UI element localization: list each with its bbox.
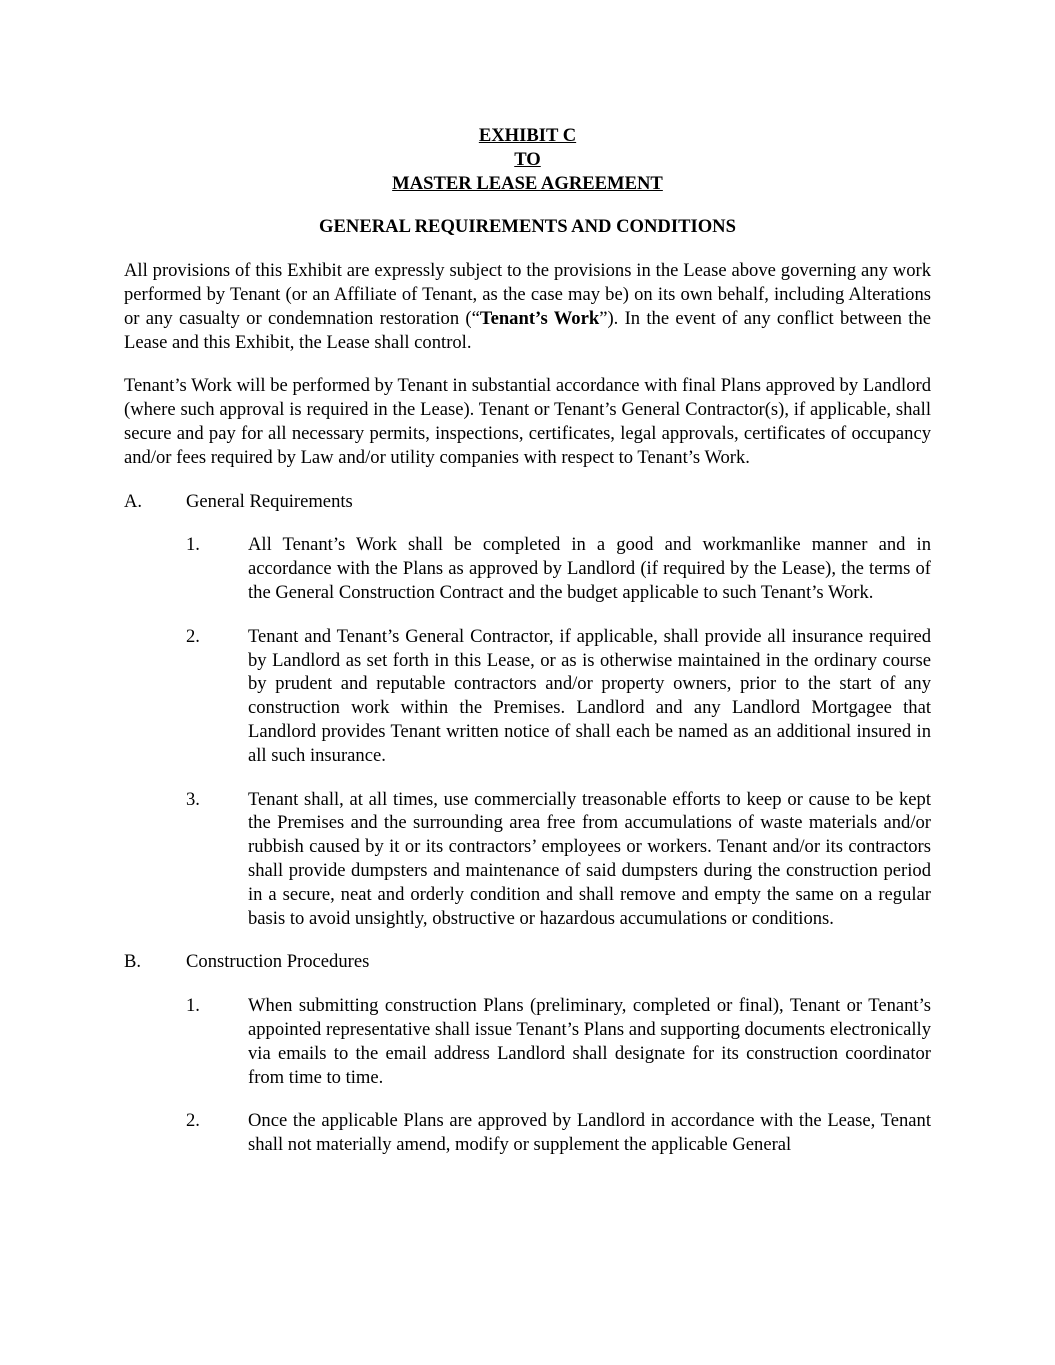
item-marker: 3.	[186, 788, 200, 810]
list-item	[124, 533, 931, 604]
intro-p1-text-start: All provisions of this Exhibit are expressly subject to the provisions in the Lease above governing any work performed by Tenant (or an Affiliate of Tenant, as the case may be) on its own behalf, including Alterations or any casualty or condemnation restoration (“	[124, 260, 931, 329]
intro-paragraph-1	[124, 259, 931, 354]
section-marker: B.	[124, 951, 142, 973]
list-item	[124, 1109, 931, 1157]
section-a-heading	[124, 490, 931, 514]
section-marker: A.	[124, 490, 143, 512]
item-text: Once the applicable Plans are approved by Landlord in accordance with the Lease, Tenant shall not materially amend, modify or supplement the applicable General	[248, 1110, 931, 1156]
item-marker: 2.	[186, 625, 200, 647]
section-b-heading	[124, 950, 931, 974]
item-marker: 1.	[186, 534, 200, 556]
document-subtitle: GENERAL REQUIREMENTS AND CONDITIONS	[319, 216, 736, 238]
list-item	[124, 625, 931, 768]
exhibit-title-to: TO	[514, 148, 541, 170]
exhibit-title-agreement: MASTER LEASE AGREEMENT	[392, 172, 663, 194]
list-item	[124, 788, 931, 931]
item-text: Tenant shall, at all times, use commercially treasonable efforts to keep or cause to be kept the Premises and the surrounding area free from accumulations of waste materials and/or rubbish caused by it or its contractors’ employees or workers. Tenant and/or its contractors shall provide dumpsters and maintenance of said dumpsters during the construction period in a secure, neat and orderly condition and shall remove and empty the same on a regular basis to avoid unsightly, obstructive or hazardous accumulations or conditions.	[248, 788, 931, 929]
exhibit-title: EXHIBIT C	[478, 125, 577, 146]
item-marker: 2.	[186, 1110, 200, 1132]
defined-term-tenants-work: Tenant’s Work	[479, 307, 600, 329]
item-text: Tenant and Tenant’s General Contractor, if applicable, shall provide all insurance required by Landlord as set forth in this Lease, or as is otherwise maintained in the ordinary course by prudent and reputable contractors and/or property owners, prior to the start of any construction work within the Premises. Landlord and any Landlord Mortgagee that Landlord provides Tenant written notice of shall each be named as an additional insured in all such insurance.	[248, 625, 931, 766]
item-text: All Tenant’s Work shall be completed in a good and workmanlike manner and in accordance with the Plans as approved by Landlord (if required by the Lease), the terms of the General Construction Contract and the budget applicable to such Tenant’s Work.	[248, 534, 931, 603]
item-marker: 1.	[186, 995, 200, 1017]
intro-paragraph-2: Tenant’s Work will be performed by Tenant in substantial accordance with final Plans approved by Landlord (where such approval is required in the Lease). Tenant or Tenant’s General Contractor(s), if applicable, shall secure and pay for all necessary permits, inspections, certificates, legal approvals, certificates of occupancy and/or fees required by Law and/or utility companies with respect to Tenant’s Work.	[124, 375, 931, 468]
section-title: General Requirements	[186, 490, 353, 512]
item-text: When submitting construction Plans (preliminary, completed or final), Tenant or Tenant’s appointed representative shall issue Tenant’s Plans and supporting documents electronically via emails to the email address Landlord shall designate for its construction coordinator from time to time.	[248, 995, 931, 1088]
document-page	[124, 124, 931, 1157]
section-title: Construction Procedures	[186, 951, 370, 973]
intro-p1-text-end: ”). In the event of any conflict between the Lease and this Exhibit, the Lease shall control.	[124, 307, 931, 353]
list-item	[124, 994, 931, 1089]
